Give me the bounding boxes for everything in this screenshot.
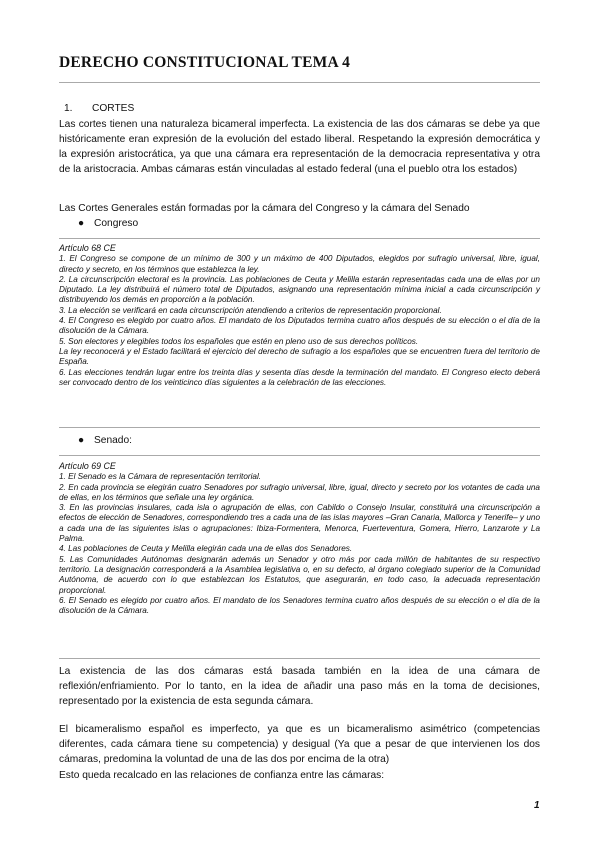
article-69-top-divider xyxy=(59,455,540,456)
cortes-line: Las Cortes Generales están formadas por la cámara del Congreso y la cámara del Senado xyxy=(59,203,470,214)
section-number: 1. xyxy=(64,103,73,114)
article-69-heading: Artículo 69 CE xyxy=(59,461,116,471)
bicameralismo-paragraph: El bicameralismo español es imperfecto, ya que es un bicameralismo asimétrico (competencias diferentes, cada cámara tiene su competencia) y desigual (Ya que a pesar de que intervienen los dos cámaras, predomina la voluntad de una de las dos por encima de la otra) xyxy=(59,724,540,765)
article-68-item: 1. El Congreso se compone de un mínimo de 300 y un máximo de 400 Diputados, elegidos por sufragio universal, libre, igual, directo y secreto, en los términos que establezca la ley. xyxy=(59,254,540,274)
article-69-item: 4. Las poblaciones de Ceuta y Melilla elegirán cada una de ellas dos Senadores. xyxy=(59,544,353,554)
article-69-item: 3. En las provincias insulares, cada isla o agrupación de ellas, con Cabildo o Consejo Insular, constituirá una circunscripción a efectos de elección de Senadores, correspondiendo tres a cada una de las islas mayores –Gran Canaria, Mallorca y Tenerife– y uno a cada una de las siguientes islas o agrupaciones: Ibiza-Formentera, Menorca, Fuerteventura, Gomera, Hierro, Lanzarote y La Palma. xyxy=(59,503,540,544)
article-68-item: 2. La circunscripción electoral es la provincia. Las poblaciones de Ceuta y Melilla estarán representadas cada una de ellas por un Diputado. La ley distribuirá el número total de Diputados, asignando una representación mínima inicial a cada circunscripción y distribuyendo los demás en proporción a la población. xyxy=(59,274,540,305)
congreso-label: Congreso xyxy=(94,218,139,229)
article-69-item: 6. El Senado es elegido por cuatro años. El mandato de los Senadores termina cuatro años después de su elección o el día de la disolución de la Cámara. xyxy=(59,595,540,616)
article-68-item: 3. La elección se verificará en cada circunscripción atendiendo a criterios de representación proporcional. xyxy=(59,305,442,315)
article-68-heading: Artículo 68 CE xyxy=(59,243,116,253)
bullet-icon: ● xyxy=(78,435,85,446)
article-69-item: 1. El Senado es la Cámara de representación territorial. xyxy=(59,472,262,482)
article-68-item: 4. El Congreso es elegido por cuatro años. El mandato de los Diputados termina cuatro años después de su elección o el día de la disolución de la Cámara. xyxy=(59,316,540,336)
senado-bullet xyxy=(78,433,132,448)
article-69-bottom-divider xyxy=(59,658,540,659)
article-69-item: 5. Las Comunidades Autónomas designarán además un Senador y otro más por cada millón de habitantes de su respectivo territorio. La designación corresponderá a la Asamblea legislativa o, en su defecto, al órgano colegiado superior de la Comunidad Autónoma, de acuerdo con lo que establezcan los Estatutos, que asegurarán, en todo caso, la adecuada representación proporcional. xyxy=(59,554,540,595)
page-number: 1 xyxy=(534,800,540,811)
article-69-item: 2. En cada provincia se elegirán cuatro Senadores por sufragio universal, libre, igual, directo y secreto por los votantes de cada una de ellas, en los términos que señale una ley orgánica. xyxy=(59,482,540,502)
section-heading xyxy=(64,103,134,114)
article-68-item: 5. Son electores y elegibles todos los españoles que estén en pleno uso de sus derechos políticos. xyxy=(59,336,419,346)
document-title: DERECHO CONSTITUCIONAL TEMA 4 xyxy=(59,54,351,71)
closing-line: Esto queda recalcado en las relaciones de confianza entre las cámaras: xyxy=(59,770,385,781)
article-68-block xyxy=(59,243,540,388)
bullet-icon: ● xyxy=(78,218,85,229)
title-divider xyxy=(59,82,540,83)
senado-label: Senado: xyxy=(94,435,132,446)
intro-paragraph: Las cortes tienen una naturaleza bicameral imperfecta. La existencia de las dos cámaras se debe ya que históricamente eran expresión de la evolución del estado liberal. Respetando la expresión democrática y la expresión aristocrática, ya que una cámara era representación de la democracia representativa y otra de la aristocracia. Ambas cámaras están vinculadas al estado federal (una el pueblo otra los estados) xyxy=(59,119,540,175)
section-title: CORTES xyxy=(92,103,135,114)
article-68-item: 6. Las elecciones tendrán lugar entre los treinta días y sesenta días desde la terminación del mandato. El Congreso electo deberá ser convocado dentro de los veinticinco días siguientes a la celebración de las elecciones. xyxy=(59,367,540,387)
article-68-item: La ley reconocerá y el Estado facilitará el ejercicio del derecho de sufragio a los españoles que se encuentren fuera del territorio de España. xyxy=(59,346,540,367)
article-69-block xyxy=(59,461,540,616)
article-68-bottom-divider xyxy=(59,427,540,428)
article-68-top-divider xyxy=(59,238,540,239)
reflexion-paragraph: La existencia de las dos cámaras está basada también en la idea de una cámara de reflexión/enfriamiento. Por lo tanto, en la idea de añadir una paso más en la toma de decisiones, representado por la existencia de esta segunda cámara. xyxy=(59,666,540,707)
congreso-bullet xyxy=(78,216,138,231)
